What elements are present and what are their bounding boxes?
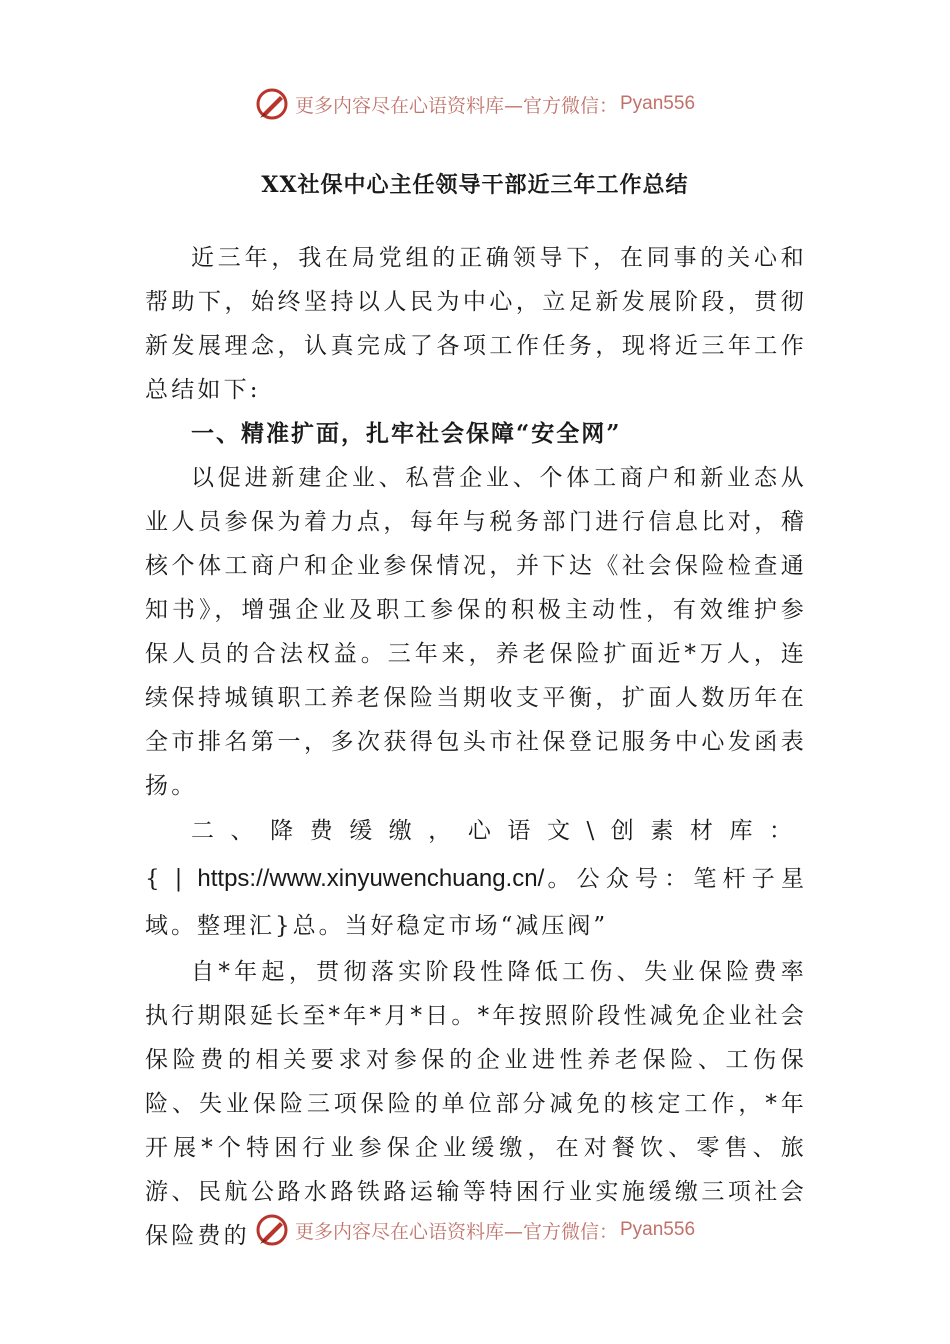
footer-watermark-banner — [0, 1210, 950, 1250]
section2-url-link[interactable]: https://www.xinyuwenchuang.cn/ — [197, 865, 545, 892]
document-body — [145, 236, 807, 1258]
intro-paragraph: 近三年，我在局党组的正确领导下，在同事的关心和帮助下，始终坚持以人民为中心，立足新发展阶段，贯彻新发展理念，认真完成了各项工作任务，现将近三年工作总结如下: — [145, 245, 807, 403]
banner-text: 更多内容尽在心语资料库—官方微信： — [294, 1220, 618, 1243]
banner-text: 更多内容尽在心语资料库—官方微信： — [294, 94, 618, 117]
pen-logo-icon — [255, 1213, 289, 1247]
section2-heading-prefix: 二、降费缓缴，心语文\创素材库：{| — [145, 818, 807, 892]
section2-paragraph: 自*年起，贯彻落实阶段性降低工伤、失业保险费率执行期限延长至*年*月*日。*年按照阶段性减免企业社会保险费的相关要求对参保的企业进性养老保险、工伤保险、失业保险三项保险的单位部分减免的核定工作，*年开展*个特困行业参保企业缓缴，在对餐饮、零售、旅游、民航公路水路铁路运输等特困行业实施缓缴三项社会保险费的 — [145, 959, 807, 1249]
pen-logo-icon — [255, 87, 289, 121]
banner-wechat-id: Pyan556 — [620, 93, 696, 114]
banner-wechat-id: Pyan556 — [620, 1219, 696, 1240]
document-title: XX社保中心主任领导干部近三年工作总结 — [261, 172, 689, 198]
section2-heading — [145, 808, 807, 950]
header-watermark-banner — [0, 84, 950, 124]
section2-heading-suffix: 。公众号：笔杆子星域。整理汇}总。当好稳定市场“减压阀” — [145, 866, 807, 939]
section1-paragraph: 以促进新建企业、私营企业、个体工商户和新业态从业人员参保为着力点，每年与税务部门进行信息比对，稽核个体工商户和企业参保情况，并下达《社会保险检查通知书》，增强企业及职工参保的积极主动性，有效维护参保人员的合法权益。三年来，养老保险扩面近*万人，连续保持城镇职工养老保险当期收支平衡，扩面人数历年在全市排名第一，多次获得包头市社保登记服务中心发函表扬。 — [145, 465, 807, 799]
section1-heading: 一、精准扩面，扎牢社会保障“安全网” — [191, 420, 622, 447]
